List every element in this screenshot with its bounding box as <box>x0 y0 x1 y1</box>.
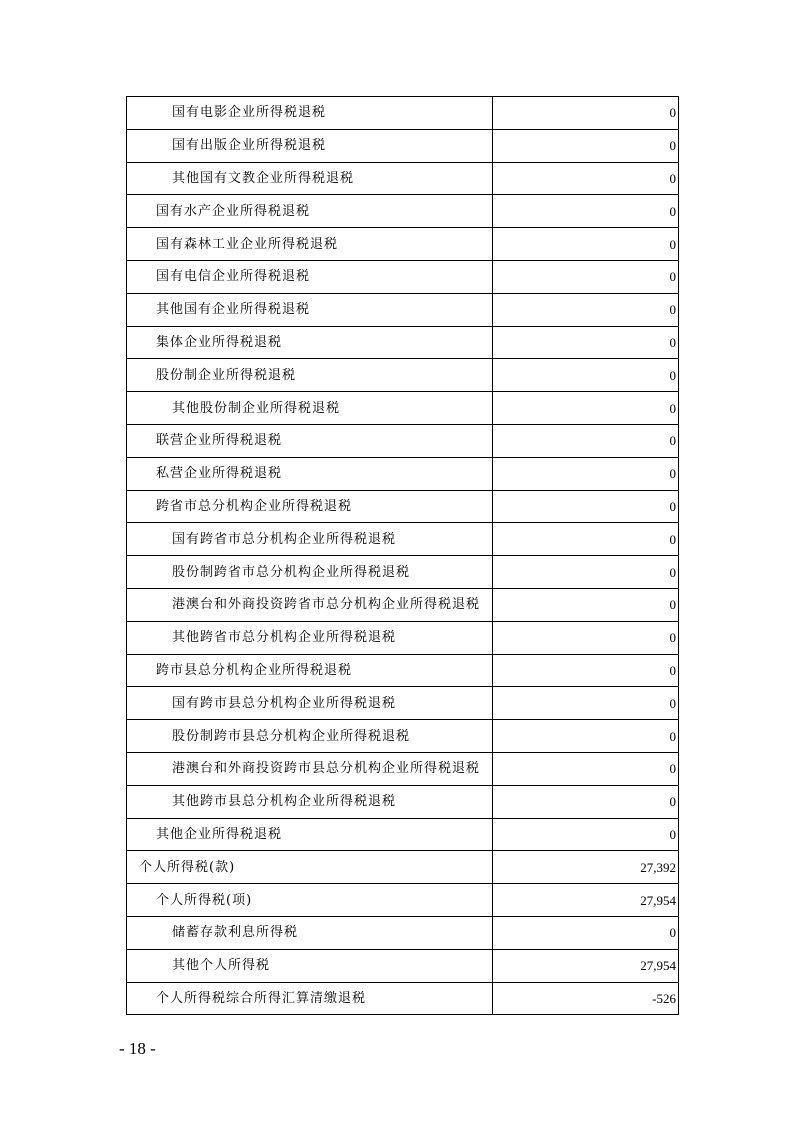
table-row <box>127 129 679 162</box>
table-row <box>127 982 679 1015</box>
row-label: 国有跨市县总分机构企业所得税退税 <box>127 687 493 720</box>
table-row <box>127 392 679 425</box>
row-label: 其他企业所得税退税 <box>127 818 493 851</box>
row-label: 跨省市总分机构企业所得税退税 <box>127 490 493 523</box>
table-row <box>127 260 679 293</box>
row-label: 其他国有企业所得税退税 <box>127 293 493 326</box>
table-row <box>127 424 679 457</box>
table-row <box>127 720 679 753</box>
row-value: 0 <box>493 129 679 162</box>
table-row <box>127 556 679 589</box>
row-value: 27,954 <box>493 884 679 917</box>
table-row <box>127 916 679 949</box>
row-label: 个人所得税(项) <box>127 884 493 917</box>
row-value: 0 <box>493 424 679 457</box>
row-value: 0 <box>493 687 679 720</box>
table-body <box>127 97 679 1015</box>
row-value: 0 <box>493 720 679 753</box>
table-row <box>127 457 679 490</box>
row-value: -526 <box>493 982 679 1015</box>
row-label: 个人所得税(款) <box>127 851 493 884</box>
row-value: 0 <box>493 523 679 556</box>
row-value: 0 <box>493 162 679 195</box>
row-label: 其他个人所得税 <box>127 949 493 982</box>
row-value: 0 <box>493 490 679 523</box>
row-value: 0 <box>493 818 679 851</box>
row-label: 私营企业所得税退税 <box>127 457 493 490</box>
row-label: 其他跨省市总分机构企业所得税退税 <box>127 621 493 654</box>
row-value: 0 <box>493 588 679 621</box>
row-label: 跨市县总分机构企业所得税退税 <box>127 654 493 687</box>
row-value: 0 <box>493 654 679 687</box>
row-value: 0 <box>493 228 679 261</box>
row-value: 0 <box>493 326 679 359</box>
row-label: 联营企业所得税退税 <box>127 424 493 457</box>
row-label: 国有出版企业所得税退税 <box>127 129 493 162</box>
table-row <box>127 785 679 818</box>
table-row <box>127 523 679 556</box>
row-label: 其他股份制企业所得税退税 <box>127 392 493 425</box>
row-label: 储蓄存款利息所得税 <box>127 916 493 949</box>
table-row <box>127 326 679 359</box>
table-row <box>127 195 679 228</box>
row-value: 0 <box>493 785 679 818</box>
row-value: 0 <box>493 359 679 392</box>
row-value: 0 <box>493 457 679 490</box>
row-value: 0 <box>493 621 679 654</box>
row-label: 其他国有文教企业所得税退税 <box>127 162 493 195</box>
row-label: 国有水产企业所得税退税 <box>127 195 493 228</box>
row-label: 股份制跨省市总分机构企业所得税退税 <box>127 556 493 589</box>
row-label: 集体企业所得税退税 <box>127 326 493 359</box>
table-row <box>127 752 679 785</box>
row-label: 其他跨市县总分机构企业所得税退税 <box>127 785 493 818</box>
row-label: 国有森林工业企业所得税退税 <box>127 228 493 261</box>
row-label: 股份制企业所得税退税 <box>127 359 493 392</box>
row-label: 个人所得税综合所得汇算清缴退税 <box>127 982 493 1015</box>
row-label: 国有电信企业所得税退税 <box>127 260 493 293</box>
row-value: 27,954 <box>493 949 679 982</box>
page-number: - 18 - <box>119 1039 156 1058</box>
table-row <box>127 654 679 687</box>
row-value: 0 <box>493 556 679 589</box>
table-row <box>127 359 679 392</box>
table-row <box>127 490 679 523</box>
table-row <box>127 228 679 261</box>
row-label: 国有电影企业所得税退税 <box>127 97 493 130</box>
table-row <box>127 162 679 195</box>
row-label: 国有跨省市总分机构企业所得税退税 <box>127 523 493 556</box>
row-value: 0 <box>493 293 679 326</box>
table-row <box>127 949 679 982</box>
row-value: 0 <box>493 392 679 425</box>
table-row <box>127 588 679 621</box>
row-value: 0 <box>493 195 679 228</box>
table-row <box>127 97 679 130</box>
row-value: 0 <box>493 97 679 130</box>
row-label: 港澳台和外商投资跨省市总分机构企业所得税退税 <box>127 588 493 621</box>
budget-table <box>126 96 679 1015</box>
table-row <box>127 621 679 654</box>
table-row <box>127 687 679 720</box>
row-value: 0 <box>493 752 679 785</box>
row-value: 0 <box>493 260 679 293</box>
table-row <box>127 818 679 851</box>
table-row <box>127 293 679 326</box>
table-row <box>127 884 679 917</box>
table-row <box>127 851 679 884</box>
row-value: 0 <box>493 916 679 949</box>
row-value: 27,392 <box>493 851 679 884</box>
row-label: 股份制跨市县总分机构企业所得税退税 <box>127 720 493 753</box>
row-label: 港澳台和外商投资跨市县总分机构企业所得税退税 <box>127 752 493 785</box>
